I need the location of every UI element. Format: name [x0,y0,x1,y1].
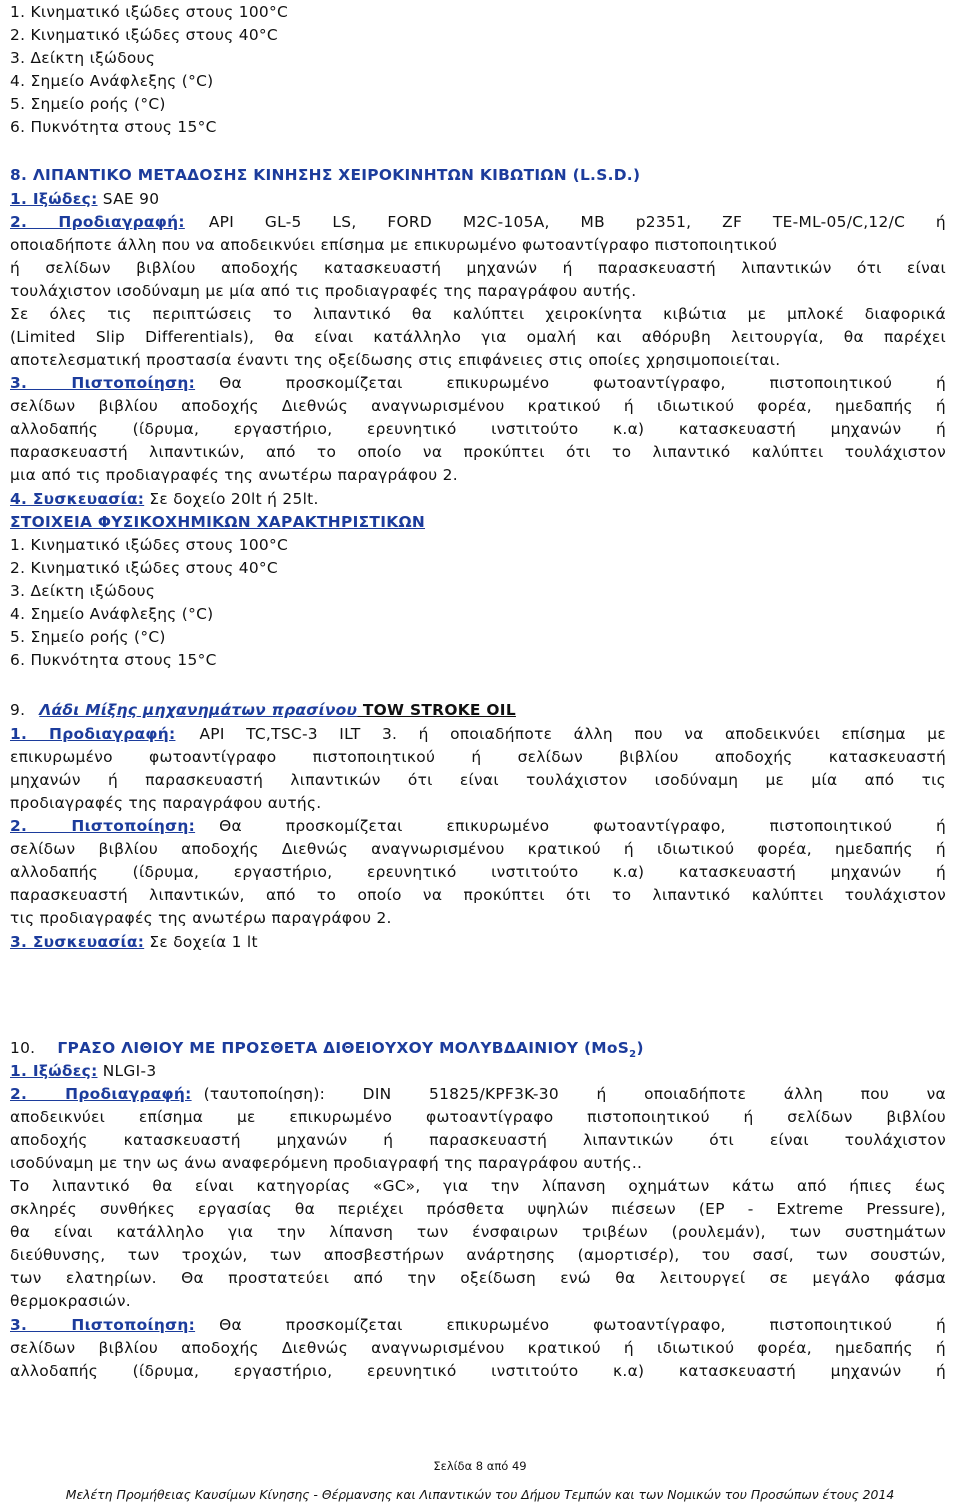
page-number: Σελίδα 8 από 49 [433,1459,527,1473]
text-line: θα είναι κατάλληλο για την λίπανση των ένσφαιρων τριβέων (ρουλεμάν), των συστημάτων [10,1223,946,1241]
text-line: των ελατηρίων. Θα προστατεύει από την οξείδωση ενώ θα λειτουργεί σε μεγάλο φάσμα [10,1269,946,1287]
section-9-number: 9. [10,701,26,719]
pack-line [10,488,946,511]
section-10-heading [10,1037,946,1060]
spec-text: (ταυτοποίηση): DIN 51825/KPF3K-30 ή οποιαδήποτε άλλη που να [203,1085,946,1103]
text-line: αποδεικνύει επίσημα με επικυρωμένο φωτοαντίγραφο πιστοποιητικού ή σελίδων βιβλίου [10,1108,946,1126]
spec-text: API GL-5 LS, FORD M2C-105A, MB p2351, ZF TE-ML-05/C,12/C ή [208,213,946,231]
text-line: Το λιπαντικό θα είναι κατηγορίας «GC», για την λίπανση οχημάτων κάτω από ήπιες έως [10,1177,946,1195]
spec-line [10,211,946,234]
list-item: 4. Σημείο Ανάφλεξης (°C) [10,72,214,90]
text-line: παρασκευαστή λιπαντικών, από το οποίο να προκύπτει ότι το λιπαντικό καλύπτει τουλάχιστον [10,443,946,461]
cert-text: Θα προσκομίζεται επικυρωμένο φωτοαντίγραφο, πιστοποιητικού ή [219,817,946,835]
cert-label: 3. Πιστοποίηση: [10,374,196,392]
section-8-heading: 8. ΛΙΠΑΝΤΙΚΟ ΜΕΤΑΔΟΣΗΣ ΚΙΝΗΣΗΣ ΧΕΙΡΟΚΙΝΗΤΩΝ ΚΙΒΩΤΙΩΝ (L.S.D.) [10,166,641,184]
list-item: 2. Κινηματικό ιξώδες στους 40°C [10,559,278,577]
text-line: ισοδύναμη με την ως άνω αναφερόμενη προδιαγραφή της παραγράφου αυτής.. [10,1154,643,1172]
section-9-title-tail: TOW STROKE OIL [357,701,516,719]
pack-value: Σε δοχεία 1 lt [144,933,258,951]
text-line: διεύθυνσης, των τροχών, των αποσβεστήρων ανάρτησης (αμορτισέρ), του σασί, των σουστών, [10,1246,946,1264]
section-10-title: ΓΡΑΣΟ ΛΙΘΙΟΥ ΜΕ ΠΡΟΣΘΕΤΑ ΔΙΘΕΙΟΥΧΟΥ ΜΟΛΥΒΔΑΙΝΙΟΥ (MoS [57,1039,630,1057]
text-line: οποιαδήποτε άλλη που να αποδεικνύει επίσημα με επικυρωμένο φωτοαντίγραφο πιστοποιητικού [10,236,778,254]
text-line: (Limited Slip Differentials), θα είναι κατάλληλο για ομαλή και αθόρυβη λειτουργία, θα παρέχει [10,328,946,346]
spec-label: 2. Προδιαγραφή: [10,213,185,231]
pack-label: 4. Συσκευασία: [10,490,145,508]
text-line: σκληρές συνθήκες εργασίας θα περιέχει πρόσθετα υψηλών πιέσεων (EP - Extreme Pressure), [10,1200,946,1218]
list-item: 5. Σημείο ροής (°C) [10,628,166,646]
spec-label: 2. Προδιαγραφή: [10,1085,192,1103]
spec-label: 1. Προδιαγραφή: [10,725,176,743]
footer-title: Μελέτη Προμήθειας Καυσίμων Κίνησης - Θέρμανσης και Λιπαντικών του Δήμου Τεμπών και των Νομικών του Προσώπων έτους 2014 [65,1487,895,1502]
text-line: τις προδιαγραφές της ανωτέρω παραγράφου 2. [10,909,392,927]
list-item: 5. Σημείο ροής (°C) [10,95,166,113]
list-item: 2. Κινηματικό ιξώδες στους 40°C [10,26,278,44]
pack-label: 3. Συσκευασία: [10,933,145,951]
text-line: αλλοδαπής (ίδρυμα, εργαστήριο, ερευνητικό ινστιτούτο κ.α) κατασκευαστή μηχανών ή [10,420,946,438]
cert-text: Θα προσκομίζεται επικυρωμένο φωτοαντίγραφο, πιστοποιητικού ή [219,374,946,392]
list-item: 6. Πυκνότητα στους 15°C [10,118,217,136]
section-9-title: Λάδι Μίξης μηχανημάτων πρασίνου [39,701,358,719]
text-line: ή σελίδων βιβλίου αποδοχής κατασκευαστή μηχανών ή παρασκευαστή λιπαντικών ότι είναι [10,259,946,277]
section-10-number: 10. [10,1039,36,1057]
cert-label: 2. Πιστοποίηση: [10,817,196,835]
spec-line [10,1083,946,1106]
text-line: προδιαγραφές της παραγράφου αυτής. [10,794,322,812]
text-line: αλλοδαπής (ίδρυμα, εργαστήριο, ερευνητικό ινστιτούτο κ.α) κατασκευαστή μηχανών ή [10,863,946,881]
pack-line [10,931,946,954]
viscosity-value: SAE 90 [97,190,160,208]
list-item: 3. Δείκτη ιξώδους [10,582,156,600]
text-line: αποδοχής κατασκευαστή μηχανών ή παρασκευαστή λιπαντικών ότι είναι τουλάχιστον [10,1131,946,1149]
pack-value: Σε δοχείο 20lt ή 25lt. [144,490,319,508]
text-line: επικυρωμένο φωτοαντίγραφο πιστοποιητικού ή σελίδων βιβλίου αποδοχής κατασκευαστή [10,748,946,766]
list-item: 1. Κινηματικό ιξώδες στους 100°C [10,3,289,21]
cert-line [10,1314,946,1337]
spec-line [10,723,946,746]
cert-line [10,372,946,395]
text-line: τουλάχιστον ισοδύναμη με μία από τις προδιαγραφές της παραγράφου αυτής. [10,282,637,300]
text-line: μηχανών ή παρασκευαστή λιπαντικών ότι είναι τουλάχιστον ισοδύναμη με μία από τις [10,771,946,789]
list-item: 3. Δείκτη ιξώδους [10,49,156,67]
viscosity-line [10,1060,946,1083]
section-9-heading [10,699,946,722]
cert-line [10,815,946,838]
text-line: σελίδων βιβλίου αποδοχής Διεθνώς αναγνωρισμένου κρατικού ή ιδιωτικού φορέα, ημεδαπής ή [10,840,946,858]
viscosity-line [10,188,946,211]
cert-label: 3. Πιστοποίηση: [10,1316,196,1334]
spec-text: API TC,TSC-3 ILT 3. ή οποιαδήποτε άλλη που να αποδεικνύει επίσημα με [199,725,946,743]
text-line: θερμοκρασιών. [10,1292,131,1310]
text-line: σελίδων βιβλίου αποδοχής Διεθνώς αναγνωρισμένου κρατικού ή ιδιωτικού φορέα, ημεδαπής ή [10,1339,946,1357]
list-item: 6. Πυκνότητα στους 15°C [10,651,217,669]
section-10-title-sub: 2 [629,1049,637,1061]
viscosity-value: NLGI-3 [97,1062,157,1080]
text-line: Σε όλες τις περιπτώσεις το λιπαντικό θα καλύπτει χειροκίνητα κιβώτια με μπλοκέ διαφορικά [10,305,946,323]
list-item: 1. Κινηματικό ιξώδες στους 100°C [10,536,289,554]
text-line: μια από τις προδιαγραφές της ανωτέρω παραγράφου 2. [10,466,458,484]
text-line: σελίδων βιβλίου αποδοχής Διεθνώς αναγνωρισμένου κρατικού ή ιδιωτικού φορέα, ημεδαπής ή [10,397,946,415]
list-item: 4. Σημείο Ανάφλεξης (°C) [10,605,214,623]
viscosity-label: 1. Ιξώδες: [10,190,98,208]
viscosity-label: 1. Ιξώδες: [10,1062,98,1080]
section-10-title-end: ) [636,1039,644,1057]
text-line: αποτελεσματική προστασία έναντι της οξείδωσης στις επιφάνειες στις οποίες χρησιμοποιείται. [10,351,781,369]
text-line: αλλοδαπής (ίδρυμα, εργαστήριο, ερευνητικό ινστιτούτο κ.α) κατασκευαστή μηχανών ή [10,1362,946,1380]
chars-heading: ΣΤΟΙΧΕΙΑ ΦΥΣΙΚΟΧΗΜΙΚΩΝ ΧΑΡΑΚΤΗΡΙΣΤΙΚΩΝ [10,513,426,531]
text-line: παρασκευαστή λιπαντικών, από το οποίο να προκύπτει ότι το λιπαντικό καλύπτει τουλάχιστον [10,886,946,904]
cert-text: Θα προσκομίζεται επικυρωμένο φωτοαντίγραφο, πιστοποιητικού ή [219,1316,946,1334]
